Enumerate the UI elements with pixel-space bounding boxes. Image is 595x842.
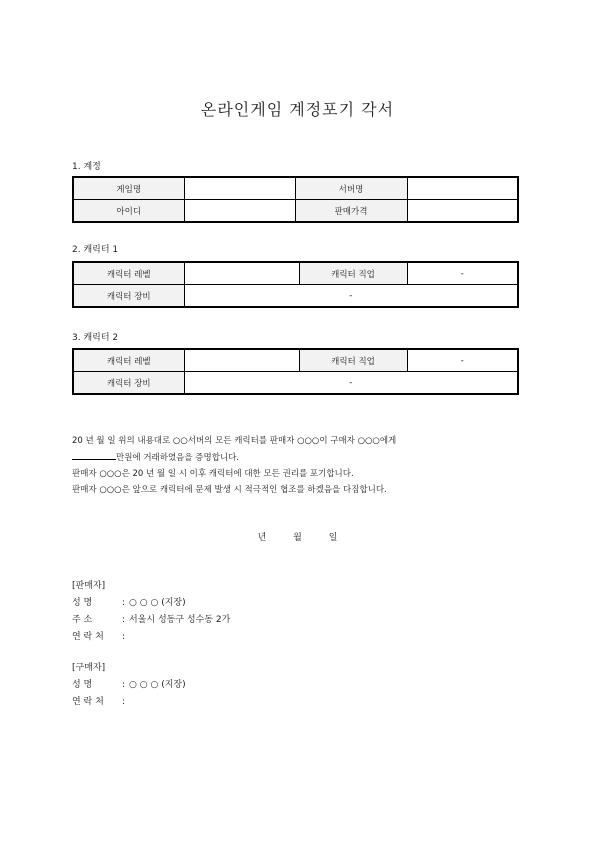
statement-line-3: 판매자 ○○○은 20 년 월 일 시 이후 캐릭터에 대한 모든 권리를 포기합니다. xyxy=(72,469,354,479)
date-year: 년 xyxy=(257,533,267,543)
statement-line-4: 판매자 ○○○은 앞으로 캐릭터에 문제 발생 시 적극적인 협조를 하겠음을 다짐합니다. xyxy=(72,485,387,495)
statement-line-1: 20 년 월 일 위의 내용대로 ○○서버의 모든 캐릭터를 판매자 ○○○이 구매자 ○○○에게 xyxy=(72,436,397,446)
buyer-header: [구매자] xyxy=(72,663,106,673)
statement-line-2 xyxy=(72,451,239,463)
character1-table xyxy=(72,261,519,308)
seller-name-label: 성 명 xyxy=(72,598,93,608)
document-title: 온라인게임 계정포기 각서 xyxy=(200,100,395,119)
buyer-contact-label: 연 락 처 xyxy=(72,697,104,707)
seller-contact-row: 연 락 처 : xyxy=(72,629,129,642)
seller-header: [판매자] xyxy=(72,581,106,591)
seller-address-value[interactable]: 서울시 성동구 성수동 2가 xyxy=(129,615,231,625)
signing-date xyxy=(0,530,595,543)
character2-table xyxy=(72,348,519,395)
account-id-value[interactable] xyxy=(184,200,295,223)
seller-address-label: 주 소 xyxy=(72,615,93,625)
seller-name-value[interactable]: ○ ○ ○ (지장) xyxy=(129,598,186,608)
table-row xyxy=(73,262,518,285)
seller-address-row: 주 소 : 서울시 성동구 성수동 2가 xyxy=(72,612,230,625)
table-row xyxy=(73,285,518,308)
character-level-value[interactable] xyxy=(184,349,299,372)
date-month: 월 xyxy=(293,533,302,543)
buyer-name-value[interactable]: ○ ○ ○ (지장) xyxy=(129,680,186,690)
character-job-value[interactable]: - xyxy=(407,349,518,372)
amount-blank[interactable] xyxy=(72,451,116,460)
character-equipment-value[interactable]: - xyxy=(184,372,518,395)
character-job-label: 캐릭터 직업 xyxy=(299,349,407,372)
game-name-value[interactable] xyxy=(184,177,295,200)
statement-line-2-text: 만원에 거래하였음을 증명합니다. xyxy=(116,453,240,463)
table-row xyxy=(73,372,518,395)
server-name-value[interactable] xyxy=(407,177,518,200)
character-equipment-label: 캐릭터 장비 xyxy=(73,285,184,308)
character-level-value[interactable] xyxy=(184,262,299,285)
date-day: 일 xyxy=(328,533,338,543)
buyer-name-row: 성 명 : ○ ○ ○ (지장) xyxy=(72,677,186,690)
buyer-name-label: 성 명 xyxy=(72,680,93,690)
section-character1-label: 2. 캐릭터 1 xyxy=(72,245,119,255)
server-name-label: 서버명 xyxy=(295,177,407,200)
account-id-label: 아이디 xyxy=(73,200,184,223)
character-equipment-value[interactable]: - xyxy=(184,285,518,308)
character-equipment-label: 캐릭터 장비 xyxy=(73,372,184,395)
section-character2-label: 3. 캐릭터 2 xyxy=(72,333,119,343)
seller-name-row: 성 명 : ○ ○ ○ (지장) xyxy=(72,595,186,608)
table-row xyxy=(73,200,518,223)
character-job-label: 캐릭터 직업 xyxy=(299,262,407,285)
seller-contact-label: 연 락 처 xyxy=(72,632,104,642)
table-row xyxy=(73,349,518,372)
sale-price-value[interactable] xyxy=(407,200,518,223)
sale-price-label: 판매가격 xyxy=(295,200,407,223)
buyer-contact-row: 연 락 처 : xyxy=(72,694,129,707)
character-job-value[interactable]: - xyxy=(407,262,518,285)
character-level-label: 캐릭터 레벨 xyxy=(73,262,184,285)
account-table xyxy=(72,176,519,223)
character-level-label: 캐릭터 레벨 xyxy=(73,349,184,372)
game-name-label: 게임명 xyxy=(73,177,184,200)
section-account-label: 1. 계정 xyxy=(72,162,101,172)
table-row xyxy=(73,177,518,200)
